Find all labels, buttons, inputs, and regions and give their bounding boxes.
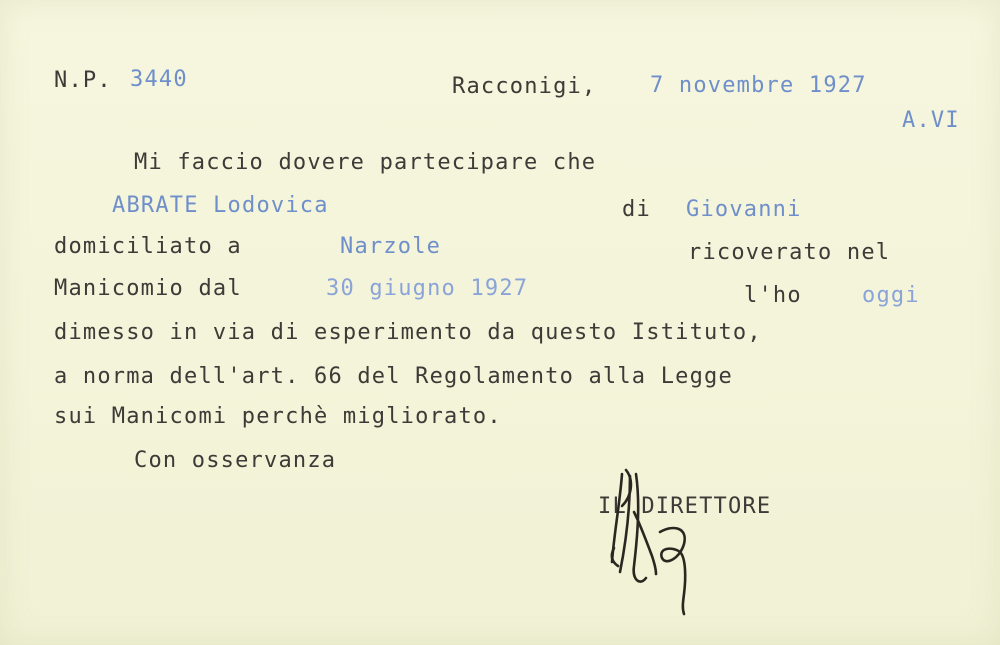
admission-date: 30 giugno 1927 <box>326 276 529 301</box>
father-name: Giovanni <box>686 197 802 222</box>
protocol-number: 3440 <box>130 67 188 92</box>
domicile-label: domiciliato a <box>54 234 242 259</box>
opening-line: Mi faccio dovere partecipare che <box>134 150 597 175</box>
discharge-when: oggi <box>862 283 920 308</box>
director-signature <box>600 462 710 622</box>
discharge-label: l'ho <box>744 283 802 308</box>
fascist-year: A.VI <box>902 108 960 133</box>
domicile-place: Narzole <box>340 234 442 259</box>
reason-line: sui Manicomi perchè migliorato. <box>54 404 502 429</box>
director-title: IL DIRETTORE <box>598 494 772 519</box>
dismissal-line: dimesso in via di esperimento da questo Istituto, <box>54 320 762 345</box>
protocol-label: N.P. <box>54 68 112 93</box>
closing: Con osservanza <box>134 448 337 473</box>
asylum-label: Manicomio dal <box>54 276 242 301</box>
date: 7 novembre 1927 <box>650 73 867 98</box>
admitted-label: ricoverato nel <box>688 240 891 265</box>
father-prefix: di <box>622 197 651 222</box>
norm-line: a norma dell'art. 66 del Regolamento alla Legge <box>54 364 733 389</box>
place: Racconigi, <box>452 74 597 99</box>
patient-name: ABRATE Lodovica <box>112 193 329 218</box>
